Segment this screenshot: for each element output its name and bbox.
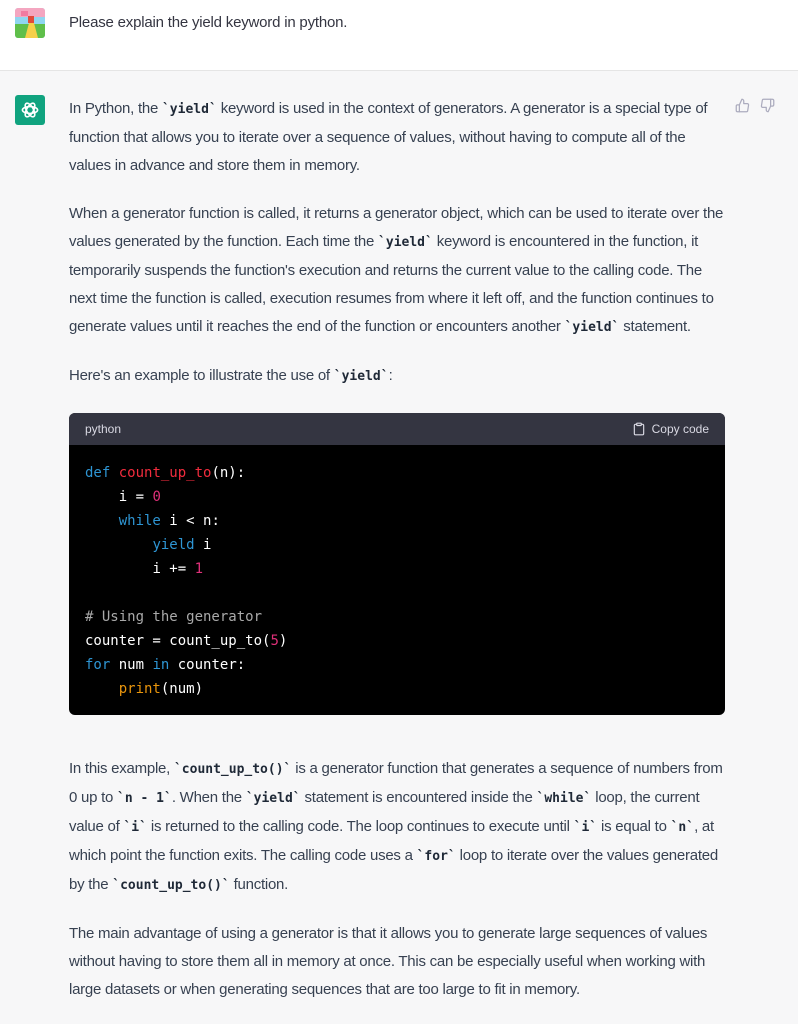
copy-code-button[interactable] bbox=[632, 415, 709, 443]
response-paragraph: Here's an example to illustrate the use of `yield`: bbox=[69, 367, 393, 384]
thumbs-down-icon[interactable] bbox=[760, 98, 775, 113]
code-block-header bbox=[69, 413, 725, 445]
response-paragraph: When a generator function is called, it returns a generator object, which can be used to iterate over the values generated by the function. Each time the `yield` keyword is encountered in the function, it temporarily suspends the function's execution and returns the current value to the calling code. The next time the function is called, execution resumes from where it left off, and the function continues to generate values until it reaches the end of the function or encounters another `yield` statement. bbox=[69, 205, 724, 335]
inline-code: `while` bbox=[536, 791, 592, 806]
code-language-label: python bbox=[85, 422, 122, 436]
response-paragraph: The main advantage of using a generator is that it allows you to generate large sequences of values without having to store them all in memory at once. This can be especially useful when working with large datasets or when generating sequences that are too large to fit in memory. bbox=[69, 925, 708, 998]
code-block bbox=[69, 413, 725, 715]
inline-code: `yield` bbox=[161, 102, 217, 117]
inline-code: `n - 1` bbox=[117, 791, 172, 806]
inline-code: `i` bbox=[123, 820, 147, 835]
copy-code-label: Copy code bbox=[651, 422, 709, 436]
inline-code: `n` bbox=[670, 820, 695, 835]
inline-code: `for` bbox=[416, 849, 456, 864]
inline-code: `i` bbox=[573, 820, 598, 835]
user-message-text: Please explain the yield keyword in python. bbox=[69, 14, 348, 31]
response-paragraph: In Python, the `yield` keyword is used in the context of generators. A generator is a special type of function that allows you to iterate over a sequence of values, without having to compute all of the values in advance and store them in memory. bbox=[69, 100, 708, 174]
inline-code: `count_up_to()` bbox=[173, 762, 292, 777]
inline-code: `yield` bbox=[245, 791, 301, 806]
inline-code: `count_up_to()` bbox=[112, 878, 230, 893]
inline-code: `yield` bbox=[378, 235, 433, 250]
response-paragraph: In this example, `count_up_to()` is a generator function that generates a sequence of numbers from 0 up to `n - 1`. When the `yield` statement is encountered inside the `while` loop, the current value of `i` is returned to the calling code. The loop continues to execute until `i` is equal to `n`, at which point the function exits. The calling code uses a `for` loop to iterate over the values generated by the `count_up_to()` function. bbox=[69, 760, 723, 893]
thumbs-up-icon[interactable] bbox=[735, 98, 750, 113]
code-content: def count_up_to(n): i = 0 while i < n: yield i i += 1 # Using the generator counter = count_up_to(5) for num in counter: print(num) bbox=[85, 465, 288, 697]
user-message-row bbox=[0, 0, 798, 71]
assistant-message-row bbox=[0, 71, 798, 1006]
clipboard-icon bbox=[632, 422, 646, 436]
user-avatar bbox=[15, 8, 45, 38]
feedback-buttons bbox=[735, 98, 775, 113]
assistant-message-content bbox=[69, 95, 725, 1024]
inline-code: `yield` bbox=[333, 369, 389, 384]
openai-logo-icon bbox=[15, 95, 45, 125]
inline-code: `yield` bbox=[564, 320, 620, 335]
